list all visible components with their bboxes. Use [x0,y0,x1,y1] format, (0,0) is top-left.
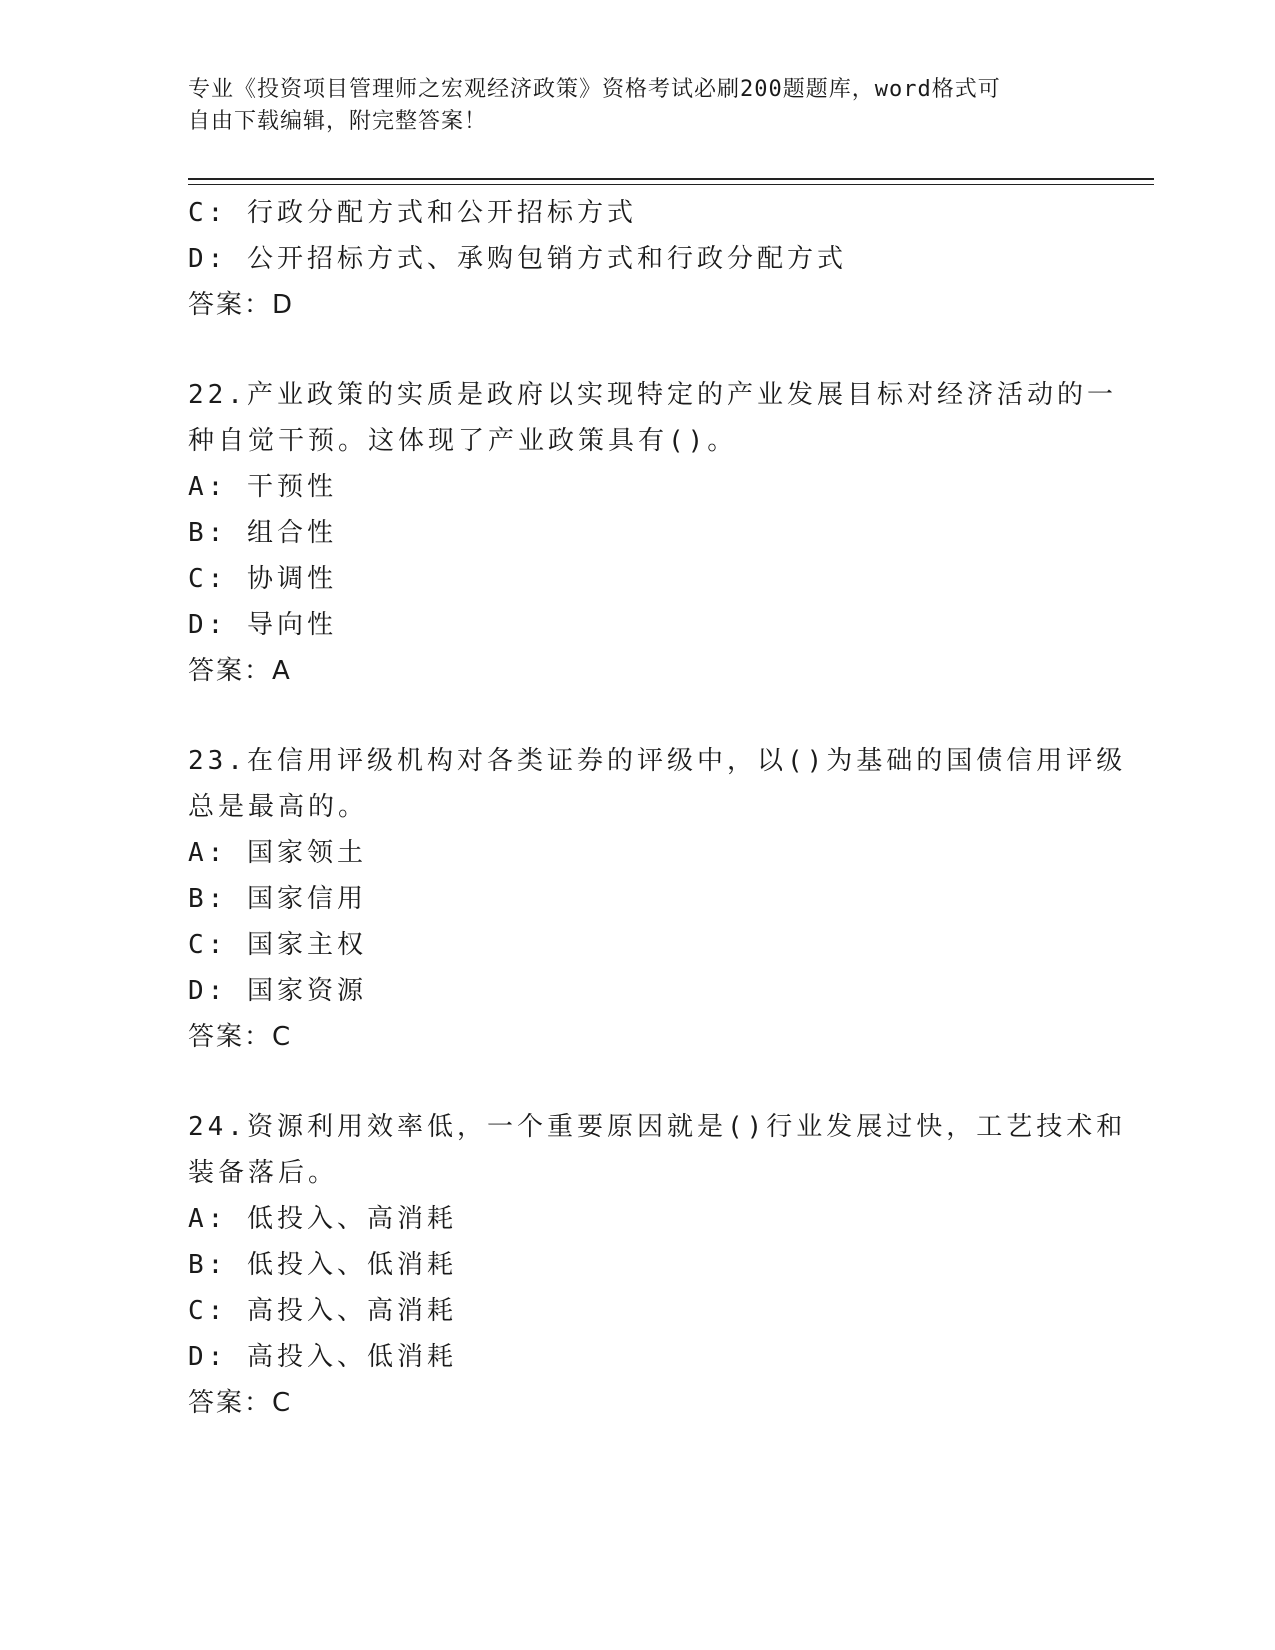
option-d: D: 国家资源 [188,976,367,1006]
question-text-line: 总是最高的。 [188,792,369,822]
question-text-line: 22.产业政策的实质是政府以实现特定的产业发展目标对经济活动的一 [188,380,1117,410]
question-24 [188,1104,1127,1426]
question-22 [188,372,1117,694]
question-text-line: 装备落后。 [188,1158,339,1188]
header-line-1: 专业《投资项目管理师之宏观经济政策》资格考试必刷200题题库，word格式可 [188,77,1001,102]
question-text-line: 24.资源利用效率低，一个重要原因就是()行业发展过快，工艺技术和 [188,1112,1127,1142]
answer: 答案：D [188,290,295,320]
answer: 答案：C [188,1022,293,1052]
option-b: B: 组合性 [188,518,337,548]
spacer [188,328,1088,372]
option-d: D: 导向性 [188,610,337,640]
spacer [188,694,1088,738]
option-c: C: 高投入、高消耗 [188,1296,457,1326]
answer: 答案：A [188,656,292,686]
option-a: A: 国家领土 [188,838,367,868]
option-b: B: 低投入、低消耗 [188,1250,457,1280]
option-a: A: 低投入、高消耗 [188,1204,457,1234]
option-c: C: 行政分配方式和公开招标方式 [188,198,637,228]
spacer [188,1060,1088,1104]
answer: 答案：C [188,1388,293,1418]
previous-question-tail [188,190,1088,328]
header-rule-thick [188,178,1154,180]
option-b: B: 国家信用 [188,884,367,914]
document-body [188,190,1127,1426]
option-d: D: 公开招标方式、承购包销方式和行政分配方式 [188,244,847,274]
header-rule-thin [188,184,1154,185]
question-text-line: 23.在信用评级机构对各类证券的评级中，以()为基础的国债信用评级 [188,746,1127,776]
document-header [188,74,1068,138]
option-c: C: 国家主权 [188,930,367,960]
option-c: C: 协调性 [188,564,337,594]
question-23 [188,738,1127,1060]
header-line-2: 自由下载编辑，附完整答案！ [188,109,488,134]
question-text-line: 种自觉干预。这体现了产业政策具有()。 [188,426,738,456]
option-d: D: 高投入、低消耗 [188,1342,457,1372]
option-a: A: 干预性 [188,472,337,502]
